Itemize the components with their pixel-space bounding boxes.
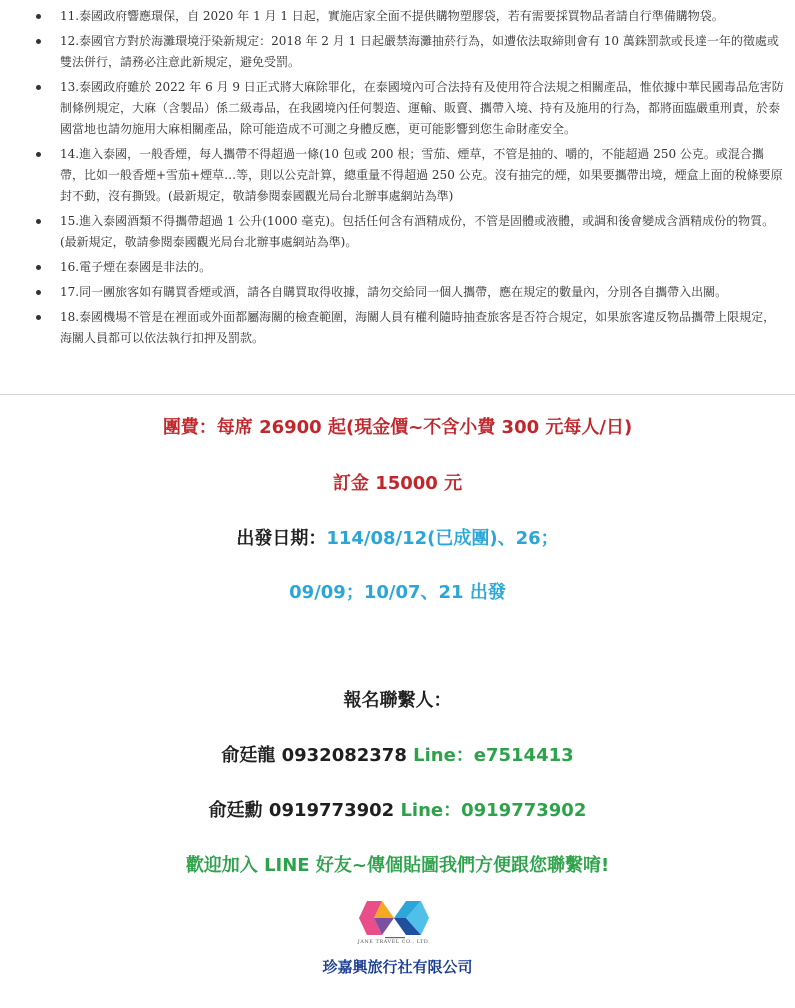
note-text: 18.泰國機場不管是在裡面或外面都屬海關的檢查範圍，海關人員有權利隨時抽查旅客是否符合規定，如果旅客違反物品攜帶上限規定，海關人員都可以依法執行扣押及罰款。 <box>60 310 776 345</box>
logo-icon <box>349 895 439 941</box>
bullet-icon <box>36 219 41 224</box>
list-item <box>0 307 795 349</box>
note-text: 11.泰國政府響應環保，自 2020 年 1 月 1 日起，實施店家全面不提供購物塑膠袋，若有需要採買物品者請自行準備購物袋。 <box>60 9 724 23</box>
contact-line-id: Line：0919773902 <box>400 800 587 821</box>
list-item <box>0 211 795 253</box>
contact-heading: 報名聯繫人： <box>343 690 452 711</box>
note-text: 13.泰國政府雖於 2022 年 6 月 9 日正式將大麻除罪化，在泰國境內可合法持有及使用符合法規之相關產品，惟依據中華民國毒品危害防制條例規定，大麻（含製品）係二級毒品，在我國境內任何製造、運輸、販賣、攜帶入境、持有及施用的行為，都將面臨嚴重刑責，於泰國當地也請勿施用大麻相關產品，除可能造成不可測之身體反應，更可能影響到您生命財產安全。 <box>60 80 784 136</box>
note-text: 15.進入泰國酒類不得攜帶超過 1 公升(1000 毫克)。包括任何含有酒精成份，不管是固體或液體，或調和後會變成含酒精成份的物質。(最新規定，敬請參閱泰國觀光局台北辦事處網站為準)。 <box>60 214 775 249</box>
note-text: 17.同一團旅客如有購買香煙或酒，請各自購買取得收據，請勿交給同一個人攜帶，應在規定的數量內，分別各自攜帶入出關。 <box>60 285 728 299</box>
section-divider <box>0 394 795 395</box>
list-item <box>0 6 795 27</box>
contact-line-id: Line：e7514413 <box>413 745 574 766</box>
company-name: 珍嘉興旅行社有限公司 <box>322 958 473 976</box>
note-text: 14.進入泰國，一般香煙，每人攜帶不得超過一條(10 包或 200 根；雪茄、煙草，不管是抽的、嚼的，不能超過 250 公克。或混合攜帶，比如一般香煙+雪茄+煙草…等，則以公克計算，總重量不得超過 250 公克。沒有抽完的煙，如果要攜帶出境，煙盒上面的稅條要原封不動，沒有撕毀。(最新規定，敬請參閱泰國觀光局台北辦事處網站為準) <box>60 147 783 203</box>
list-item <box>0 282 795 303</box>
logo-caption: JANE TRAVEL CO., LTD. <box>357 939 431 945</box>
note-text: 16.電子煙在泰國是非法的。 <box>60 260 212 274</box>
list-item <box>0 77 795 140</box>
tour-fee: 團費：每席 26900 起(現金價~不含小費 300 元每人/日) <box>162 417 633 438</box>
bullet-icon <box>36 315 41 320</box>
note-text: 12.泰國官方對於海灘環境汙染新規定：2018 年 2 月 1 日起嚴禁海灘抽菸行為，如遭依法取締則會有 10 萬銖罰款或長達一年的徵處或雙法併行，請務必注意此新規定，避免受罰。 <box>60 34 779 69</box>
bullet-icon <box>36 265 41 270</box>
contact-person <box>0 741 795 767</box>
departure-dates-line2: 09/09；10/07、21 出發 <box>289 582 506 603</box>
bullet-icon <box>36 290 41 295</box>
bullet-icon <box>36 39 41 44</box>
bullet-icon <box>36 152 41 157</box>
departure-dates-line1: 114/08/12(已成團)、26； <box>326 528 559 549</box>
list-item <box>0 31 795 73</box>
list-item <box>0 257 795 278</box>
contact-name-phone: 俞廷勳 0919773902 <box>208 800 401 821</box>
bullet-icon <box>36 14 41 19</box>
line-welcome-message: 歡迎加入 LINE 好友~傳個貼圖我們方便跟您聯繫唷! <box>185 855 610 876</box>
contact-name-phone: 俞廷龍 0932082378 <box>221 745 414 766</box>
departure-dates <box>0 524 795 550</box>
bullet-icon <box>36 85 41 90</box>
list-item <box>0 144 795 207</box>
contact-person <box>0 796 795 822</box>
departure-label: 出發日期： <box>236 528 327 549</box>
deposit: 訂金 15000 元 <box>332 473 463 494</box>
notes-list <box>0 6 795 353</box>
